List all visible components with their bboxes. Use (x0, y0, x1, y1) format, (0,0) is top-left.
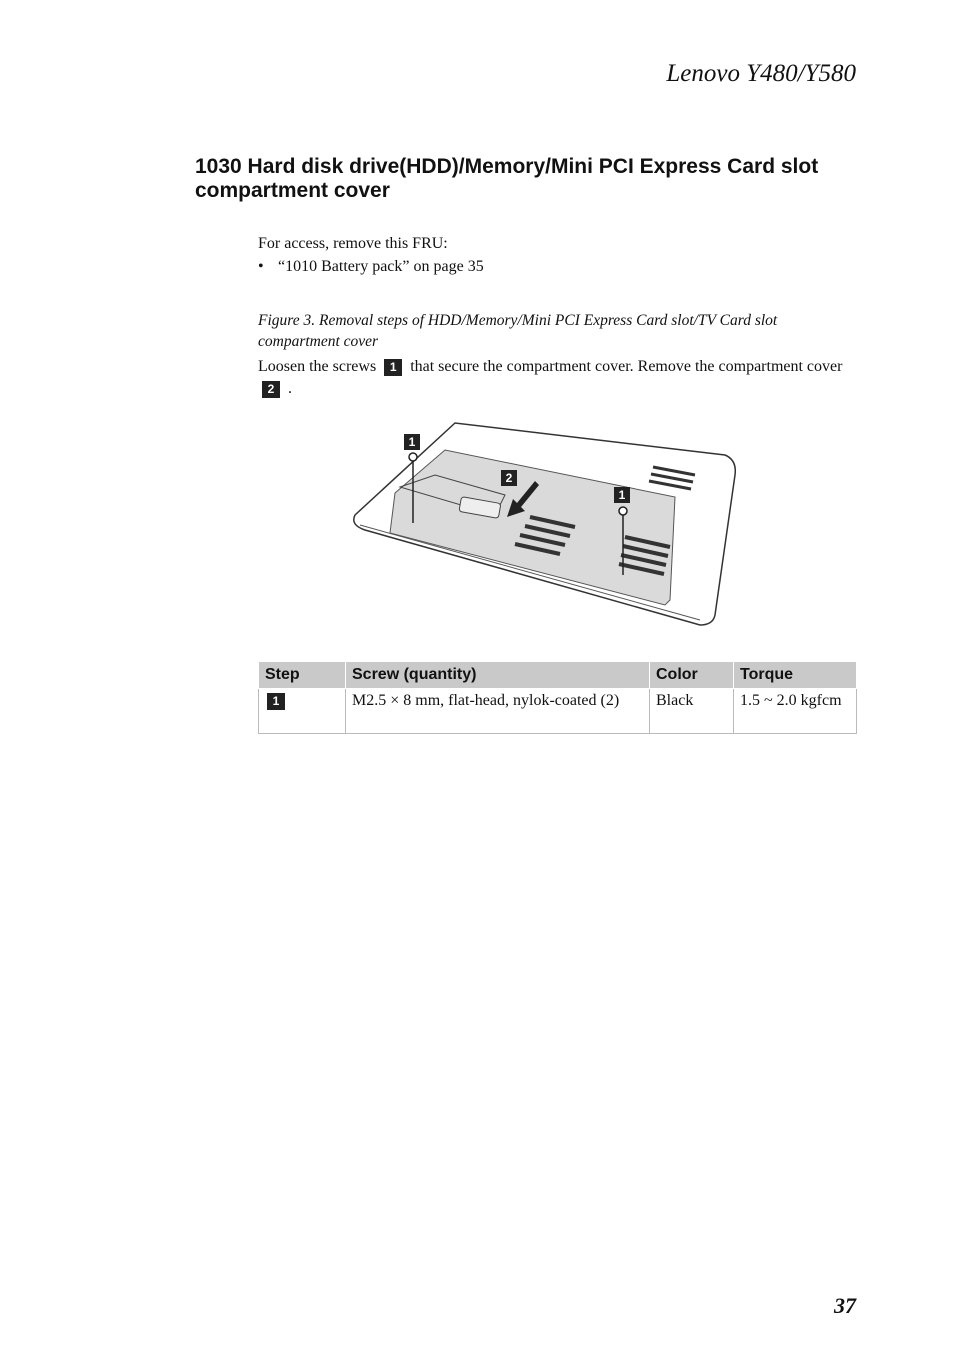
table-cell-screw: M2.5 × 8 mm, flat-head, nylok-coated (2) (346, 689, 650, 734)
table-header-torque: Torque (734, 662, 857, 689)
table-header-step: Step (259, 662, 346, 689)
table-header-screw: Screw (quantity) (346, 662, 650, 689)
bullet-text: “1010 Battery pack” on page 35 (278, 258, 484, 275)
table-row (259, 689, 857, 734)
step-badge: 1 (267, 693, 285, 710)
laptop-bottom-illustration (345, 415, 745, 630)
callout-badge-2 (501, 470, 517, 486)
table-header-row (259, 662, 857, 689)
instruction-part3: . (288, 380, 292, 397)
table-cell-color: Black (650, 689, 734, 734)
instruction-text (258, 356, 858, 400)
instruction-part2: that secure the compartment cover. Remove the compartment cover (410, 358, 843, 375)
table-cell-torque: 1.5 ~ 2.0 kgfcm (734, 689, 857, 734)
callout-label: 1 (618, 488, 626, 502)
access-bullet (258, 256, 858, 278)
section-title: 1030 Hard disk drive(HDD)/Memory/Mini PCI Express Card slot compartment cover (195, 155, 819, 202)
screw-table (258, 661, 857, 734)
table-header-color: Color (650, 662, 734, 689)
bullet-mark: • (258, 258, 264, 275)
callout-badge-1-left (404, 434, 420, 450)
page-number: 37 (834, 1293, 856, 1318)
document-header-title: Lenovo Y480/Y580 (666, 60, 856, 87)
callout-badge-1-right (614, 487, 630, 503)
laptop-bottom-figure (345, 415, 745, 630)
access-intro: For access, remove this FRU: (258, 235, 448, 252)
step-badge-2: 2 (262, 381, 280, 398)
callout-label: 2 (505, 471, 513, 485)
instruction-part1: Loosen the screws (258, 358, 377, 375)
callout-label: 1 (408, 435, 416, 449)
table-cell-step (259, 689, 346, 734)
figure-caption: Figure 3. Removal steps of HDD/Memory/Mini PCI Express Card slot/TV Card slot compartment cover (258, 312, 778, 350)
step-badge-1: 1 (384, 359, 402, 376)
